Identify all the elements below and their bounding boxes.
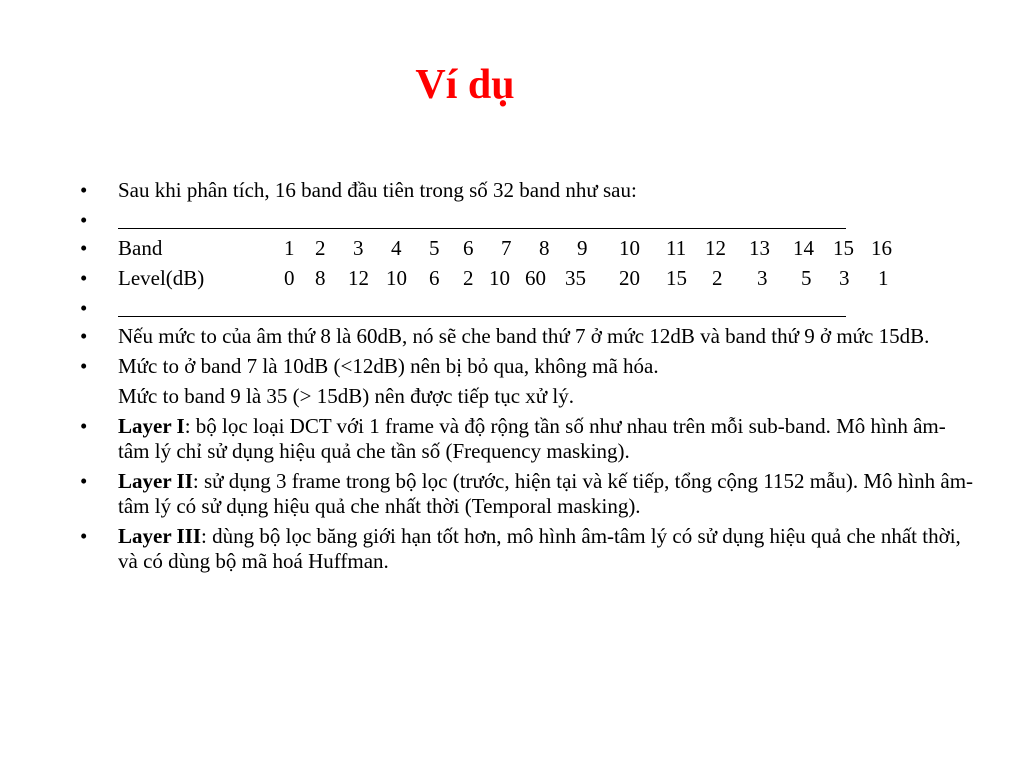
level-cell: 2 — [463, 266, 474, 290]
band9-text: Mức to band 9 là 35 (> 15dB) nên được tiếp tục xử lý. — [118, 384, 575, 408]
level-cell: 20 — [619, 266, 640, 290]
bullet-marker: • — [80, 266, 88, 290]
band-cell: 16 — [871, 236, 892, 260]
level-label: Level(dB) — [118, 266, 205, 290]
list-item — [80, 296, 975, 320]
list-item — [80, 414, 975, 464]
level-cell: 10 — [386, 266, 407, 290]
band-cell: 13 — [749, 236, 770, 260]
band-cell: 12 — [705, 236, 726, 260]
level-cell: 15 — [666, 266, 687, 290]
intro-text: Sau khi phân tích, 16 band đầu tiên trong số 32 band như sau: — [118, 178, 637, 202]
continuation-line — [80, 384, 975, 409]
list-item — [80, 354, 975, 379]
level-row — [118, 266, 975, 291]
list-item — [80, 208, 975, 232]
list-item — [80, 266, 975, 291]
list-item — [80, 469, 975, 519]
band-cell: 6 — [463, 236, 474, 260]
list-item — [80, 524, 975, 574]
layer2-text: : sử dụng 3 frame trong bộ lọc (trước, hiện tại và kế tiếp, tổng cộng 1152 mẫu). Mô hình âm-tâm lý có sử dụng hiệu quả che nhất thời (Temporal masking). — [118, 469, 974, 518]
level-cell: 10 — [489, 266, 510, 290]
band-cell: 5 — [429, 236, 440, 260]
masking-text: Nếu mức to của âm thứ 8 là 60dB, nó sẽ che band thứ 7 ở mức 12dB và band thứ 9 ở mức 15dB. — [118, 324, 930, 348]
band-cell: 2 — [315, 236, 326, 260]
band-row — [118, 236, 975, 261]
band-cell: 8 — [539, 236, 550, 260]
level-cell: 3 — [839, 266, 850, 290]
bullet-marker: • — [80, 236, 88, 260]
band-cell: 9 — [577, 236, 588, 260]
band-cell: 1 — [284, 236, 295, 260]
slide-title: Ví dụ — [415, 62, 515, 108]
list-item — [80, 236, 975, 261]
list-item — [80, 178, 975, 203]
band-cell: 10 — [619, 236, 640, 260]
bullet-marker: • — [80, 208, 88, 232]
level-cell: 8 — [315, 266, 326, 290]
bullet-marker: • — [80, 178, 88, 202]
band-cell: 15 — [833, 236, 854, 260]
bullet-list — [80, 178, 975, 579]
band-cell: 7 — [501, 236, 512, 260]
bullet-marker: • — [80, 524, 88, 548]
bullet-marker: • — [80, 414, 88, 438]
layer1-label: Layer I — [118, 414, 185, 438]
list-item — [80, 324, 975, 349]
layer3-text: : dùng bộ lọc băng giới hạn tốt hơn, mô hình âm-tâm lý có sử dụng hiệu quả che nhất thời, và có dùng bộ mã hoá Huffman. — [118, 524, 961, 573]
level-cell: 1 — [878, 266, 889, 290]
band-cell: 11 — [666, 236, 687, 260]
level-cell: 5 — [801, 266, 812, 290]
level-cell: 2 — [712, 266, 723, 290]
band7-text: Mức to ở band 7 là 10dB (<12dB) nên bị bỏ qua, không mã hóa. — [118, 354, 659, 378]
layer1-text: : bộ lọc loại DCT với 1 frame và độ rộng tần số như nhau trên mỗi sub-band. Mô hình âm-tâm lý chỉ sử dụng hiệu quả che tần số (Frequency masking). — [118, 414, 946, 463]
level-cell: 12 — [348, 266, 369, 290]
level-cell: 3 — [757, 266, 768, 290]
level-cell: 35 — [565, 266, 586, 290]
bullet-marker: • — [80, 354, 88, 378]
level-cell: 60 — [525, 266, 546, 290]
band-cell: 3 — [353, 236, 364, 260]
bullet-marker: • — [80, 469, 88, 493]
band-label: Band — [118, 236, 163, 260]
bullet-marker: • — [80, 324, 88, 348]
bullet-marker: • — [80, 296, 88, 320]
band-cell: 14 — [793, 236, 814, 260]
layer2-label: Layer II — [118, 469, 193, 493]
separator-line — [118, 208, 846, 229]
layer3-label: Layer III — [118, 524, 202, 548]
band-cell: 4 — [391, 236, 402, 260]
separator-line — [118, 296, 846, 317]
level-cell: 6 — [429, 266, 440, 290]
level-cell: 0 — [284, 266, 295, 290]
